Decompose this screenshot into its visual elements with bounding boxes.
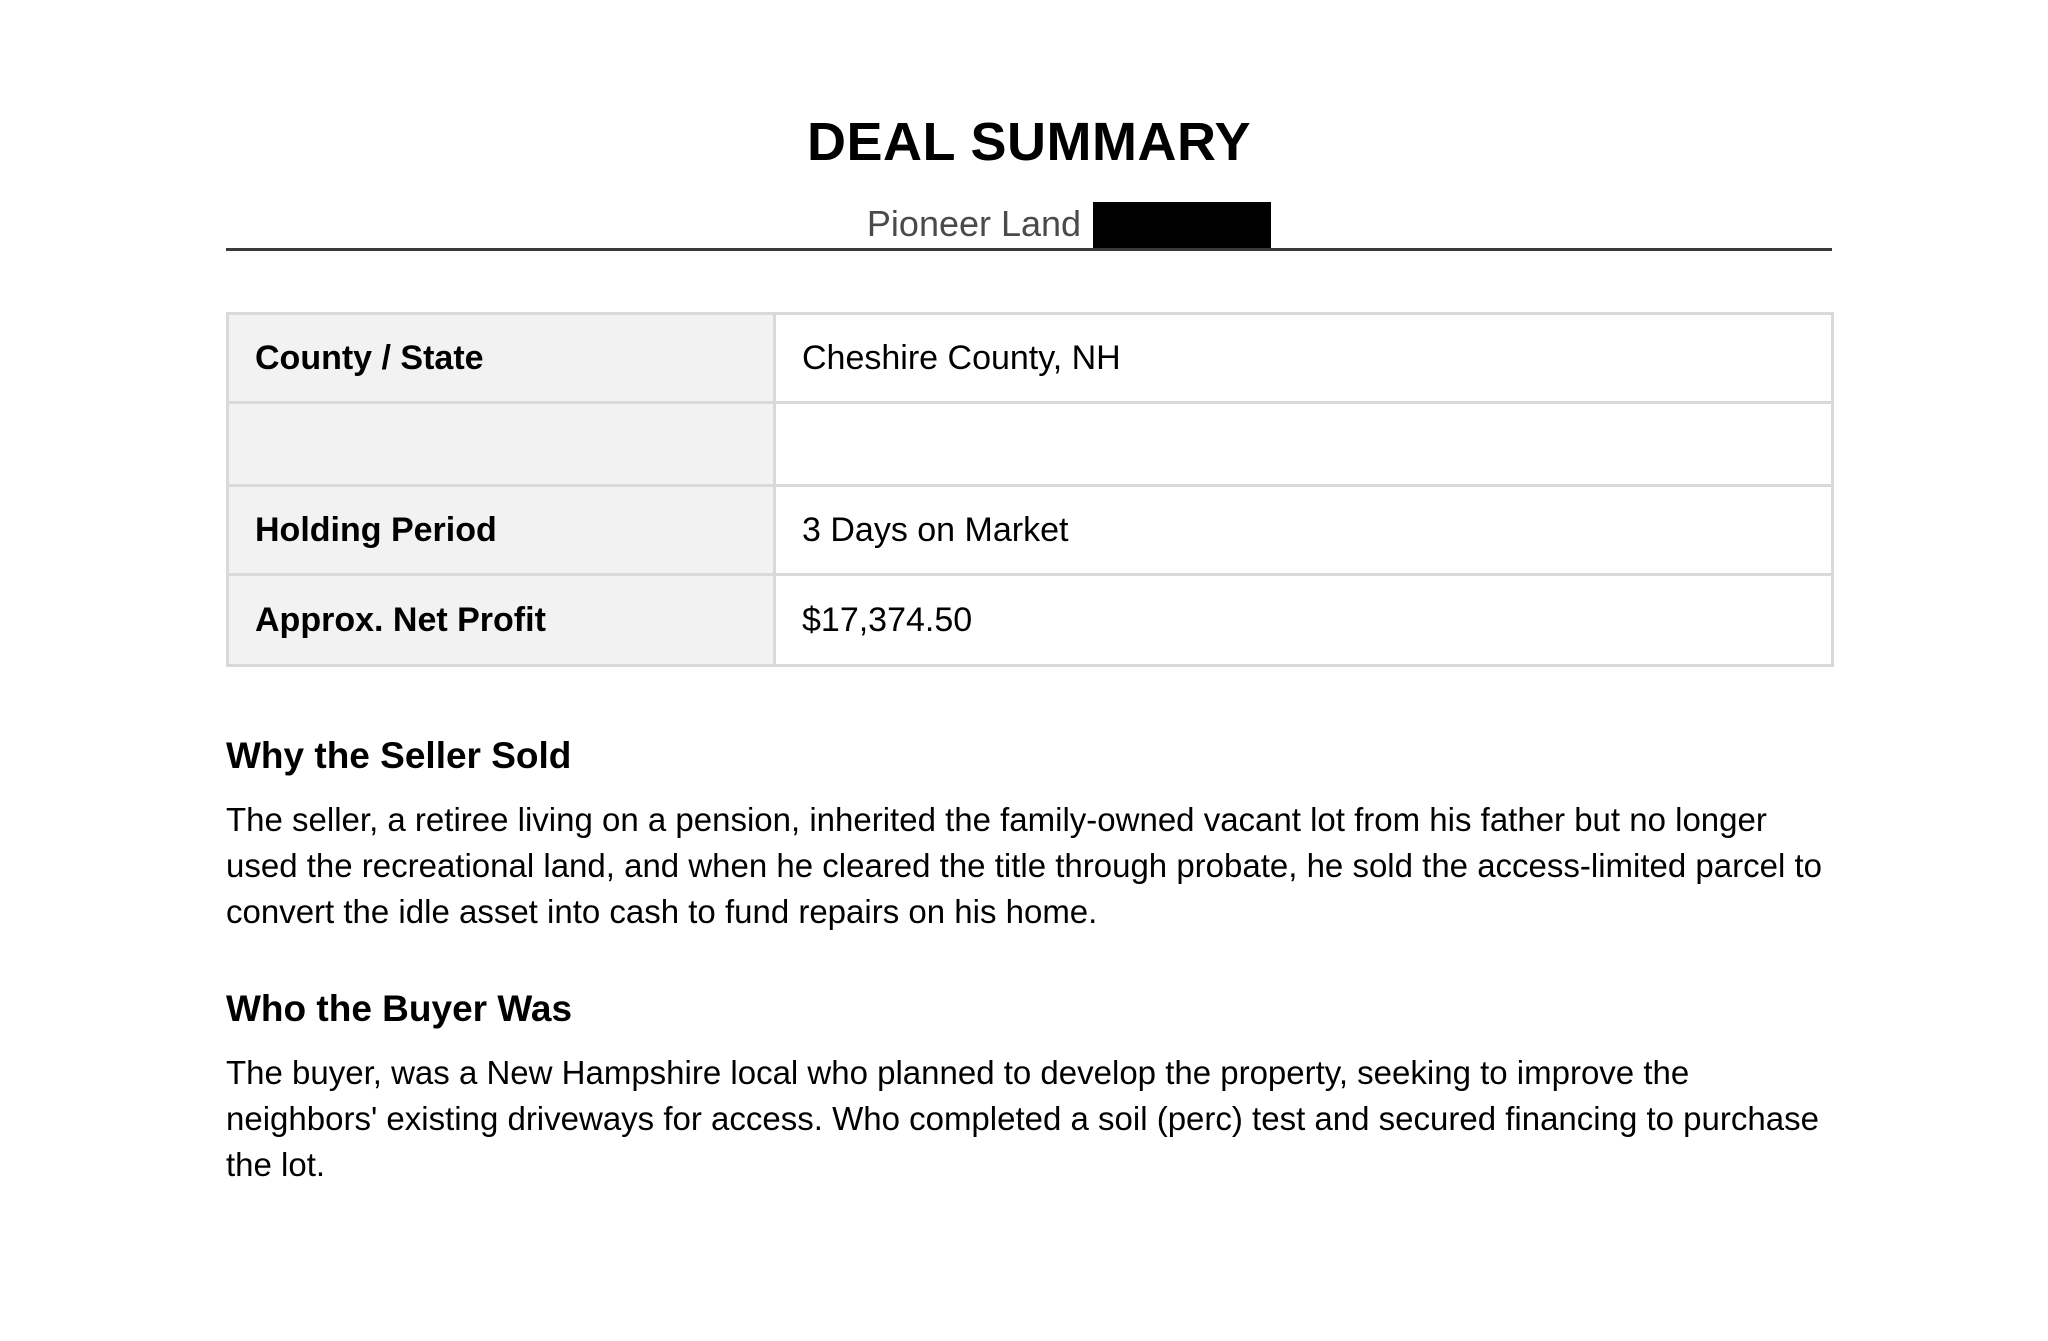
row-label-county-state: County / State — [228, 314, 775, 403]
table-row — [228, 314, 1833, 403]
table-row — [228, 486, 1833, 575]
document-title: DEAL SUMMARY — [806, 112, 1251, 172]
table-row — [228, 403, 1833, 486]
document-subtitle: Pioneer Land — [866, 203, 1082, 244]
section-heading-seller: Why the Seller Sold — [226, 735, 572, 776]
row-label-holding-period: Holding Period — [228, 486, 775, 575]
row-value-holding-period: 3 Days on Market — [775, 486, 1833, 575]
section-body-buyer: The buyer, was a New Hampshire local who planned to develop the property, seeking to improve the neighbors' existing driveways for access. Who completed a soil (perc) test and secured financing to purchase the lot. — [226, 1054, 1819, 1183]
subtitle-row — [226, 196, 1832, 251]
section-body-seller: The seller, a retiree living on a pension, inherited the family-owned vacant lot from his father but no longer used the recreational land, and when he cleared the title through probate, he sold the access-limited parcel to convert the idle asset into cash to fund repairs on his home. — [226, 801, 1822, 930]
redaction-block — [1093, 202, 1271, 248]
row-value-county-state: Cheshire County, NH — [775, 314, 1833, 403]
table-row — [228, 575, 1833, 666]
row-value-empty — [775, 403, 1833, 486]
row-label-net-profit: Approx. Net Profit — [228, 575, 775, 666]
section-heading-buyer: Who the Buyer Was — [226, 988, 573, 1029]
row-value-net-profit: $17,374.50 — [775, 575, 1833, 666]
row-label-empty — [228, 403, 775, 486]
subtitle-group — [787, 196, 1271, 248]
deal-summary-table — [226, 312, 1834, 667]
